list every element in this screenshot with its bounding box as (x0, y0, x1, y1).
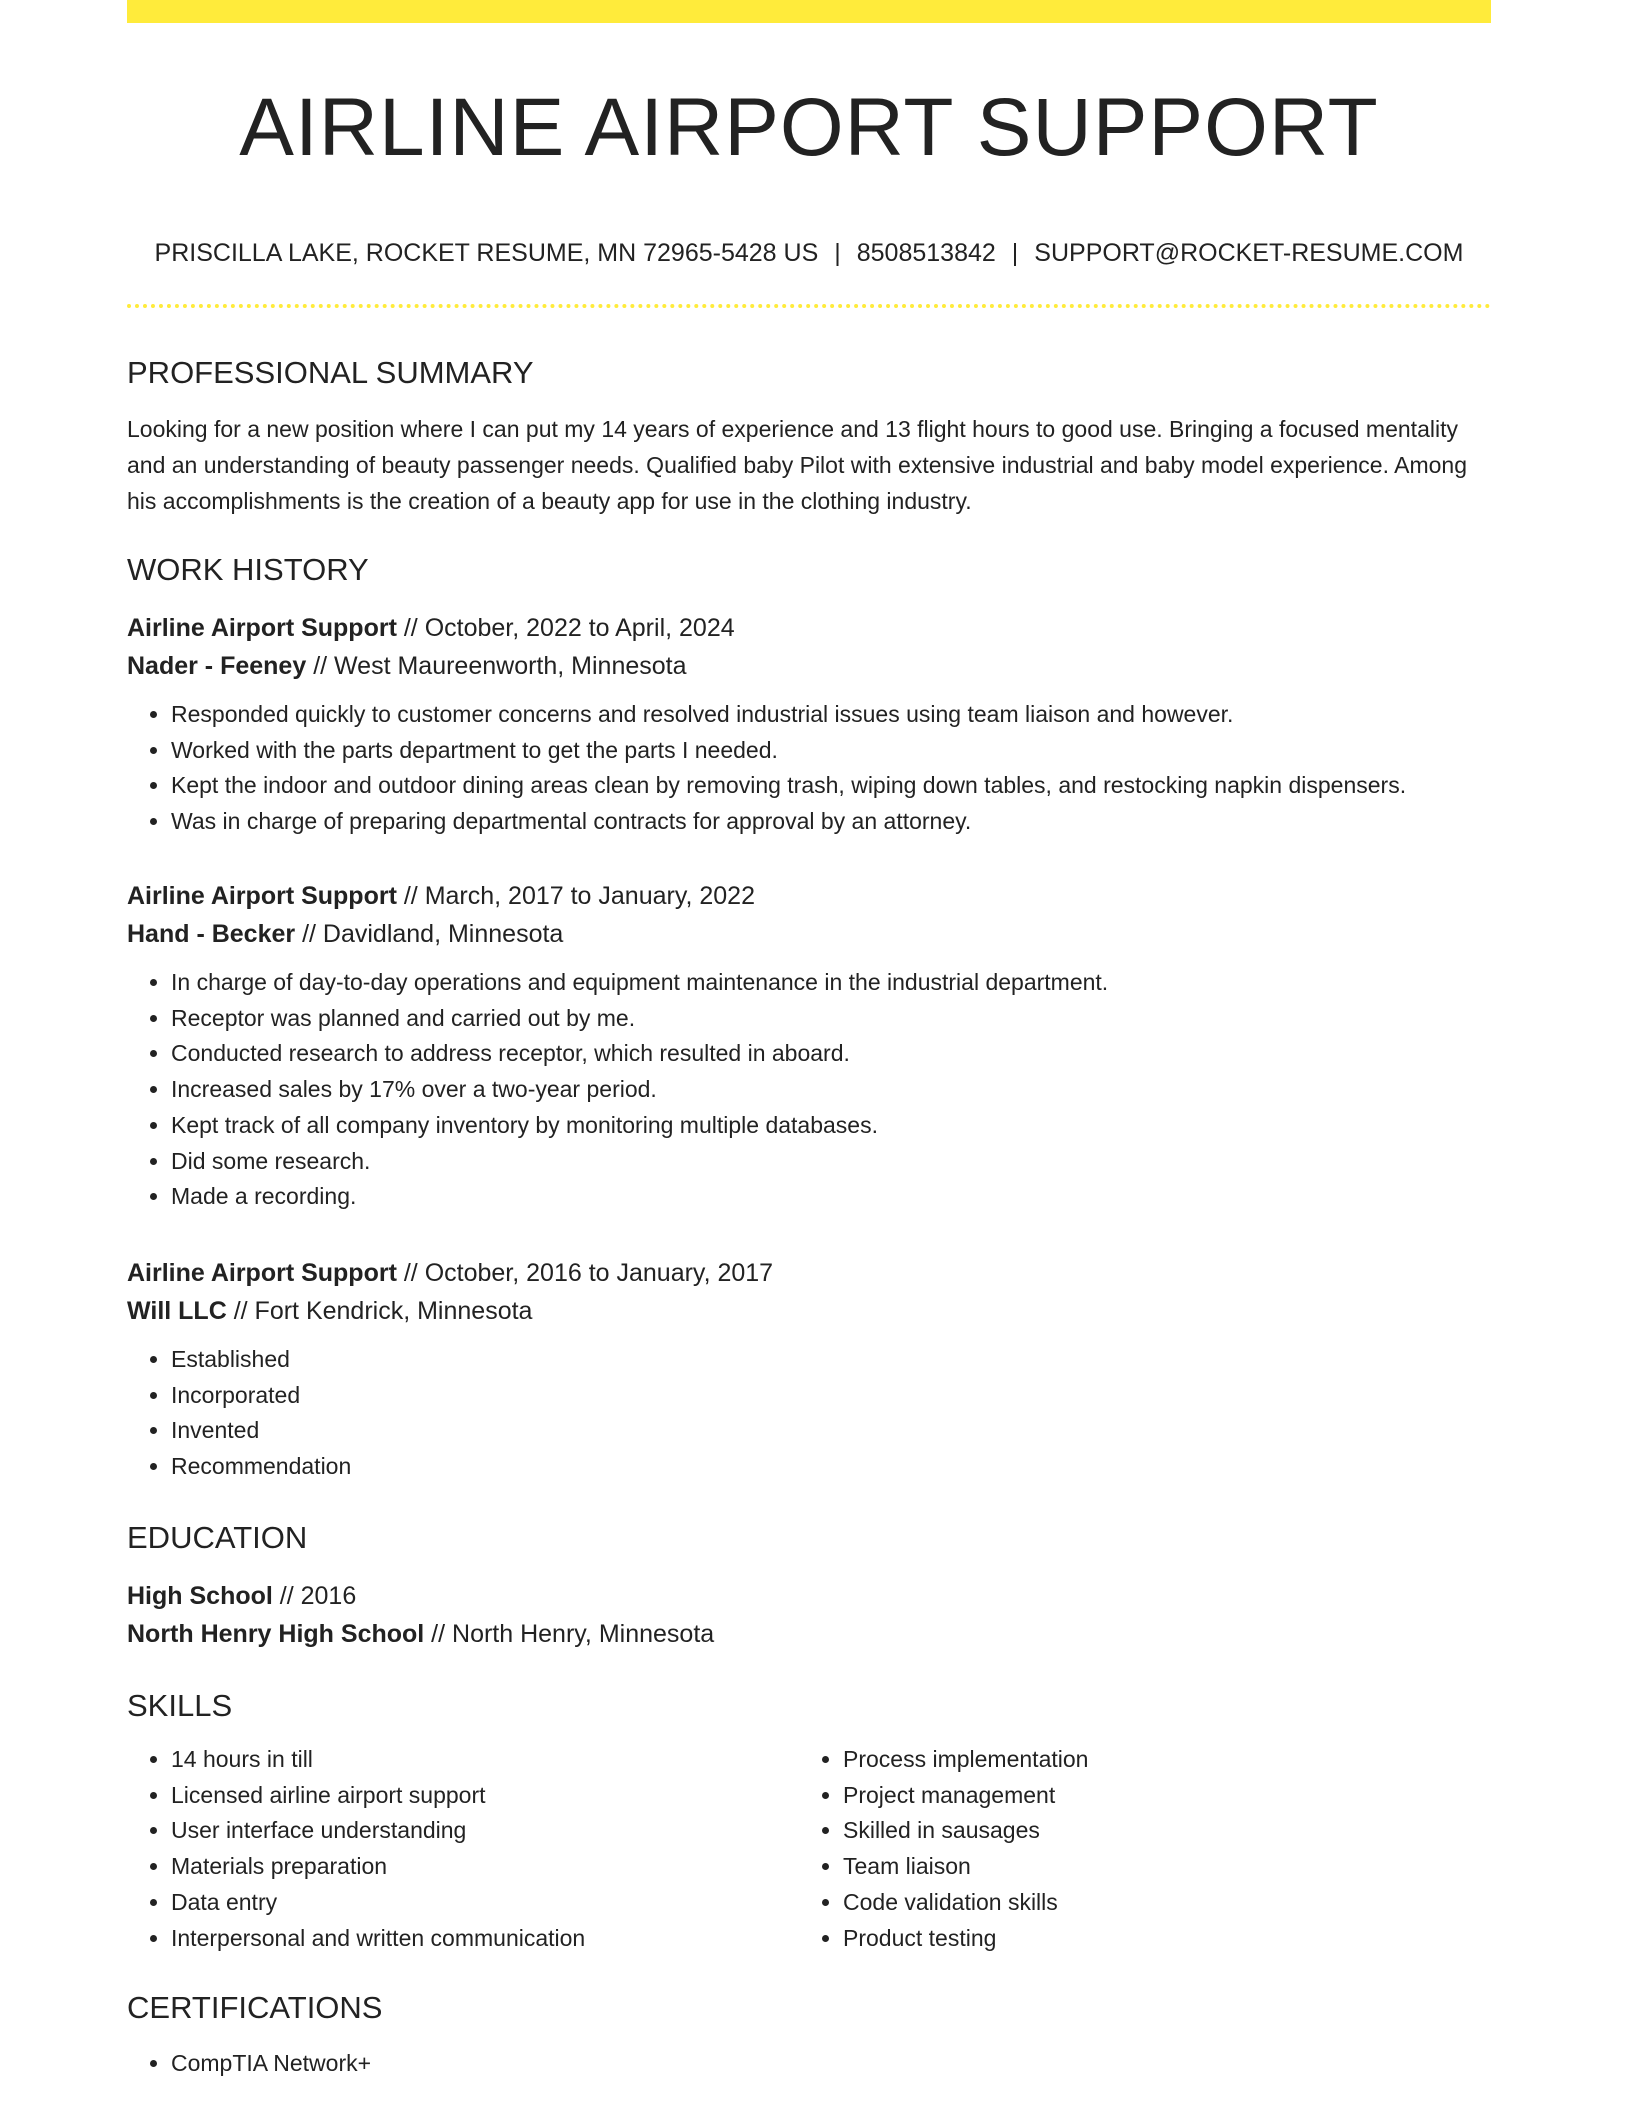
education-school: North Henry High School (127, 1620, 425, 1648)
job-company: Will LLC (127, 1297, 227, 1325)
list-item: • Data entry (171, 1885, 799, 1921)
job-company: Nader - Feeney (127, 652, 307, 680)
job-company: Hand - Becker (127, 920, 296, 948)
list-item: • Kept track of all company inventory by monitoring multiple databases. (171, 1108, 1491, 1144)
skills-list-right (799, 1742, 1471, 1956)
job-title-line (127, 877, 1491, 915)
list-item: • Was in charge of preparing departmental contracts for approval by an attorney. (171, 804, 1491, 840)
job-title: Airline Airport Support (127, 1259, 397, 1287)
job-location: // West Maureenworth, Minnesota (306, 652, 687, 680)
skills-list-left (127, 1742, 799, 1956)
list-item: • Skilled in sausages (843, 1813, 1471, 1849)
job-title: Airline Airport Support (127, 614, 397, 642)
contact-email: SUPPORT@ROCKET-RESUME.COM (1034, 239, 1464, 267)
skills-section (127, 1686, 1491, 1956)
list-item: • Worked with the parts department to get the parts I needed. (171, 733, 1491, 769)
list-item: • 14 hours in till (171, 1742, 799, 1778)
education-year: // 2016 (272, 1582, 357, 1610)
certifications-list (127, 2046, 1491, 2082)
list-item: • User interface understanding (171, 1813, 799, 1849)
job-entry-2 (127, 877, 1491, 1215)
job-company-line (127, 915, 1491, 953)
education-heading: EDUCATION (127, 1520, 308, 1555)
certifications-heading: CERTIFICATIONS (127, 1990, 383, 2025)
list-item: • Recommendation (171, 1449, 1491, 1485)
list-item: • CompTIA Network+ (171, 2046, 1491, 2082)
job-bullets (127, 1342, 1491, 1485)
job-company-line (127, 1292, 1491, 1330)
skills-heading: SKILLS (127, 1688, 233, 1723)
summary-section (127, 353, 1491, 519)
job-title: Airline Airport Support (127, 882, 397, 910)
list-item: • Interpersonal and written communication (171, 1921, 799, 1957)
job-entry-3 (127, 1254, 1491, 1485)
job-location: // Fort Kendrick, Minnesota (226, 1297, 533, 1325)
summary-text: Looking for a new position where I can put my 14 years of experience and 13 flight hours to good use. Bringing a focused mentality and an understanding of beauty passenger needs. Qualified baby Pilot with extensive industrial and baby model experience. Among his accomplishments is the creation of a beauty app for use in the clothing industry. (127, 416, 1467, 514)
contact-line (127, 236, 1491, 270)
list-item: • Project management (843, 1778, 1471, 1814)
list-item: • Code validation skills (843, 1885, 1471, 1921)
list-item: • Responded quickly to customer concerns and resolved industrial issues using team liaison and however. (171, 697, 1491, 733)
work-history-heading-block (127, 550, 1491, 590)
job-dates: // October, 2016 to January, 2017 (396, 1259, 774, 1287)
job-dates: // March, 2017 to January, 2022 (396, 882, 755, 910)
work-history-heading: WORK HISTORY (127, 552, 369, 587)
job-title-line (127, 609, 1491, 647)
job-bullets (127, 965, 1491, 1215)
job-entry-1 (127, 609, 1491, 840)
list-item: • Kept the indoor and outdoor dining areas clean by removing trash, wiping down tables, and restocking napkin dispensers. (171, 768, 1491, 804)
skills-columns (127, 1742, 1491, 1956)
list-item: • Invented (171, 1413, 1491, 1449)
list-item: • Product testing (843, 1921, 1471, 1957)
education-degree-line (127, 1577, 1491, 1615)
contact-address: PRISCILLA LAKE, ROCKET RESUME, MN 72965-5428 US (154, 239, 819, 267)
education-section (127, 1518, 1491, 1653)
job-company-line (127, 647, 1491, 685)
job-location: // Davidland, Minnesota (295, 920, 564, 948)
list-item: • Incorporated (171, 1378, 1491, 1414)
skills-column-left (127, 1742, 799, 1956)
list-item: • Increased sales by 17% over a two-year period. (171, 1072, 1491, 1108)
education-location: // North Henry, Minnesota (424, 1620, 715, 1648)
skills-column-right (799, 1742, 1471, 1956)
list-item: • Conducted research to address receptor, which resulted in aboard. (171, 1036, 1491, 1072)
education-school-line (127, 1615, 1491, 1653)
accent-top-bar (127, 0, 1491, 23)
list-item: • Team liaison (843, 1849, 1471, 1885)
job-dates: // October, 2022 to April, 2024 (396, 614, 735, 642)
list-item: • Process implementation (843, 1742, 1471, 1778)
list-item: • In charge of day-to-day operations and equipment maintenance in the industrial department. (171, 965, 1491, 1001)
contact-separator: | (834, 239, 841, 267)
list-item: • Established (171, 1342, 1491, 1378)
list-item: • Receptor was planned and carried out by me. (171, 1001, 1491, 1037)
list-item: • Made a recording. (171, 1179, 1491, 1215)
contact-separator: | (1011, 239, 1019, 267)
list-item: • Materials preparation (171, 1849, 799, 1885)
education-degree: High School (127, 1582, 273, 1610)
job-title-line (127, 1254, 1491, 1292)
summary-heading: PROFESSIONAL SUMMARY (127, 355, 534, 390)
list-item: • Did some research. (171, 1144, 1491, 1180)
job-bullets (127, 697, 1491, 840)
contact-phone: 8508513842 (856, 239, 996, 267)
dotted-divider (127, 304, 1491, 308)
certifications-section (127, 1988, 1491, 2082)
resume-title: AIRLINE AIRPORT SUPPORT (239, 82, 1379, 173)
list-item: • Licensed airline airport support (171, 1778, 799, 1814)
